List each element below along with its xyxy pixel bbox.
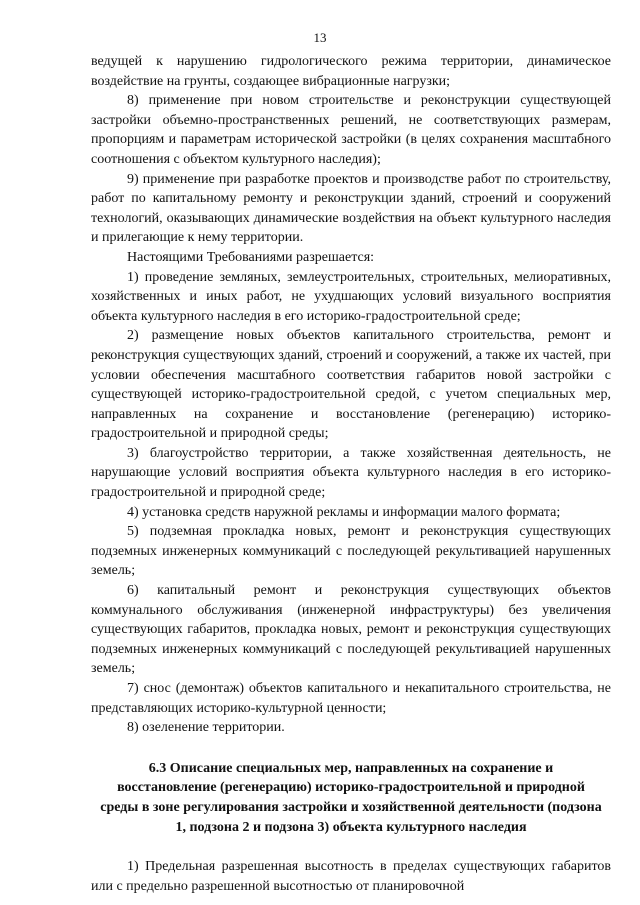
paragraph: 1) Предельная разрешенная высотность в пределах существующих габаритов или с предельно разрешенной высотностью от планировочной: [91, 859, 611, 894]
paragraph: 8) применение при новом строительстве и реконструкции существующей застройки объемно-пространственных решений, не соответствующих размерам, пропорциям и параметрам исторической застройки (в целях сохранения масштабного соотношения с объектом культурного наследия);: [91, 93, 611, 167]
paragraphs-before: [91, 52, 611, 738]
paragraph: 3) благоустройство территории, а также хозяйственная деятельность, не нарушающие условий восприятия объекта культурного наследия в его историко-градостроительной и природной среде;: [91, 445, 611, 501]
document-body: [91, 52, 611, 896]
paragraph: Настоящими Требованиями разрешается:: [127, 249, 375, 265]
paragraph: 9) применение при разработке проектов и производстве работ по строительству, работ по капитальному ремонту и реконструкции зданий, строений и сооружений технологий, оказывающих динамические воздействия на объект культурного наследия и прилегающие к нему территории.: [91, 171, 611, 246]
paragraph: 4) установка средств наружной рекламы и информации малого формата;: [127, 504, 561, 520]
paragraphs-after: [91, 857, 611, 896]
paragraph: 2) размещение новых объектов капитального строительства, ремонт и реконструкция существующих зданий, строений и сооружений, а также их частей, при условии обеспечения масштабного соответствия габаритов новой застройки с существующей историко-градостроительной средой, с учетом специальных мер, направленных на сохранение и восстановление (регенерацию) историко-градостроительной и природной среды;: [91, 328, 611, 442]
section-heading: 6.3 Описание специальных мер, направленных на сохранение и восстановление (регенерацию) историко-градостроительной и природной среды в зоне регулирования застройки и хозяйственной деятельности (подзона 1, подзона 2 и подзона 3) объекта культурного наследия: [100, 760, 602, 835]
paragraph: ведущей к нарушению гидрологического режима территории, динамическое воздействие на грунты, создающее вибрационные нагрузки;: [91, 54, 611, 89]
paragraph: 6) капитальный ремонт и реконструкция существующих объектов коммунального обслуживания (инженерной инфраструктуры) без увеличения существующих габаритов, прокладка новых, ремонт и реконструкция существующих подземных инженерных коммуникаций с последующей рекультивацией нарушенных земель;: [91, 583, 611, 677]
paragraph: 7) снос (демонтаж) объектов капитального и некапитального строительства, не представляющих историко-культурной ценности;: [91, 681, 611, 716]
page-number: 13: [313, 30, 327, 45]
paragraph: 5) подземная прокладка новых, ремонт и реконструкция существующих подземных инженерных коммуникаций с последующей рекультивацией нарушенных земель;: [91, 524, 611, 579]
paragraph: 1) проведение земляных, землеустроительных, строительных, мелиоративных, хозяйственных и иных работ, не ухудшающих условий визуального восприятия объекта культурного наследия в его историко-градостроительной среде;: [91, 269, 611, 324]
paragraph: 8) озеленение территории.: [127, 720, 285, 736]
